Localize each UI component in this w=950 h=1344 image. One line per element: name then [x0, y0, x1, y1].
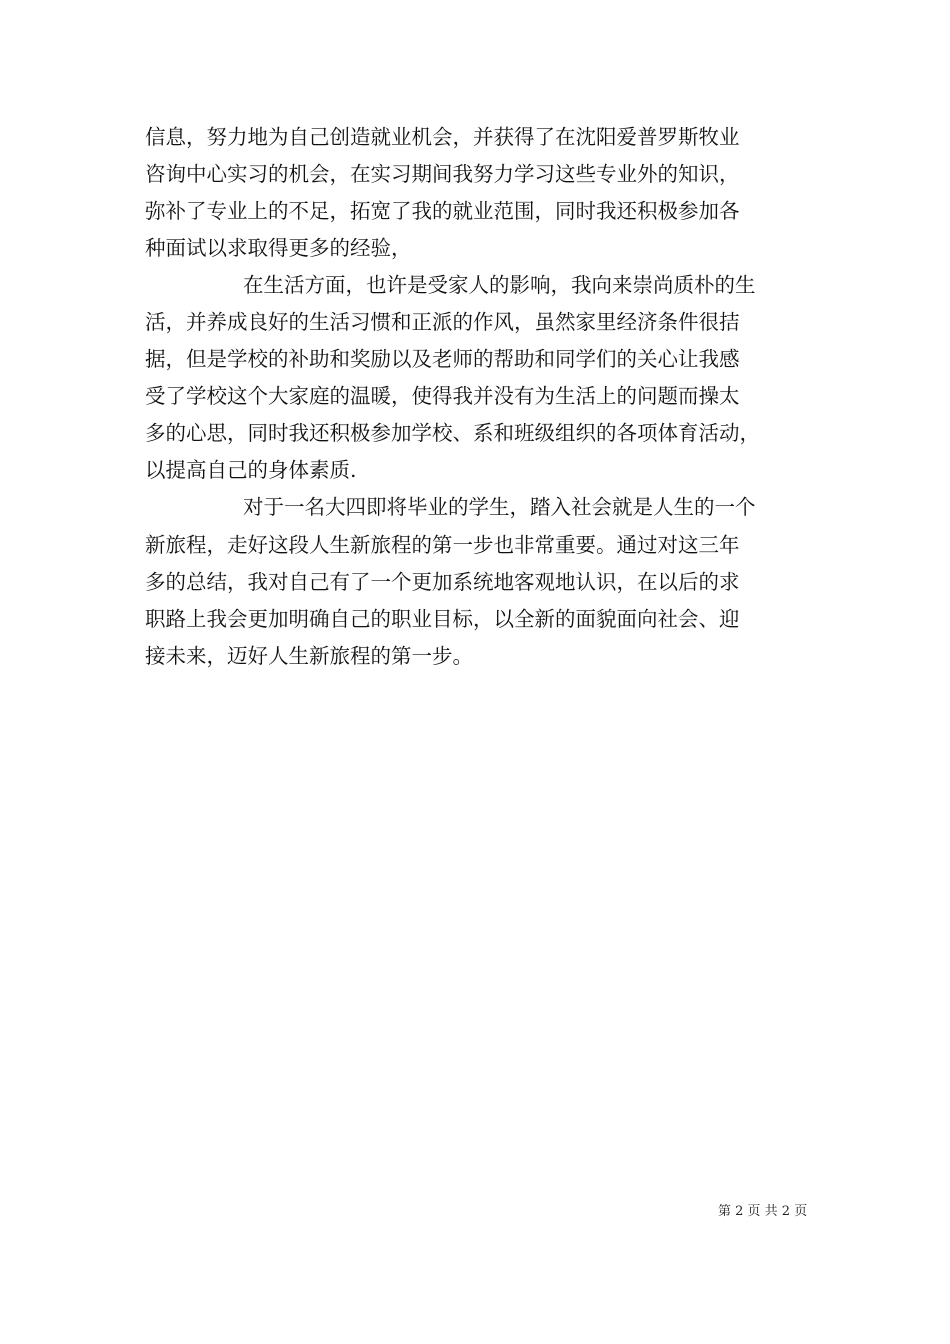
paragraph-2-line-2: 活，并养成良好的生活习惯和正派的作风，虽然家里经济条件很拮: [145, 310, 740, 334]
paragraph-1-line-1: 信息，努力地为自己创造就业机会，并获得了在沈阳爱普罗斯牧业: [145, 125, 740, 149]
paragraph-3-line-3: 多的总结，我对自己有了一个更加系统地客观地认识，在以后的求: [145, 570, 740, 594]
page-number-footer: 第 2 页 共 2 页: [718, 1204, 808, 1219]
paragraph-2-line-5: 多的心思，同时我还积极参加学校、系和班级组织的各项体育活动，: [145, 421, 760, 445]
paragraph-3-line-5: 接未来，迈好人生新旅程的第一步。: [145, 644, 473, 668]
paragraph-1-line-3: 弥补了专业上的不足，拓宽了我的就业范围，同时我还积极参加各: [145, 199, 740, 223]
paragraph-1-line-2: 咨询中心实习的机会，在实习期间我努力学习这些专业外的知识，: [145, 162, 740, 186]
paragraph-1-line-4: 种面试以求取得更多的经验，: [145, 236, 412, 260]
paragraph-2-line-1: 在生活方面，也许是受家人的影响，我向来崇尚质朴的生: [243, 273, 756, 297]
paragraph-2-line-3: 据，但是学校的补助和奖励以及老师的帮助和同学们的关心让我感: [145, 347, 740, 371]
paragraph-3-line-2: 新旅程，走好这段人生新旅程的第一步也非常重要。通过对这三年: [145, 533, 740, 557]
paragraph-3-line-1: 对于一名大四即将毕业的学生，踏入社会就是人生的一个: [243, 495, 756, 519]
paragraph-2-line-4: 受了学校这个大家庭的温暖，使得我并没有为生活上的问题而操太: [145, 384, 740, 408]
paragraph-2-line-6: 以提高自己的身体素质.: [145, 458, 357, 482]
paragraph-3-line-4: 职路上我会更加明确自己的职业目标，以全新的面貌面向社会、迎: [145, 607, 740, 631]
